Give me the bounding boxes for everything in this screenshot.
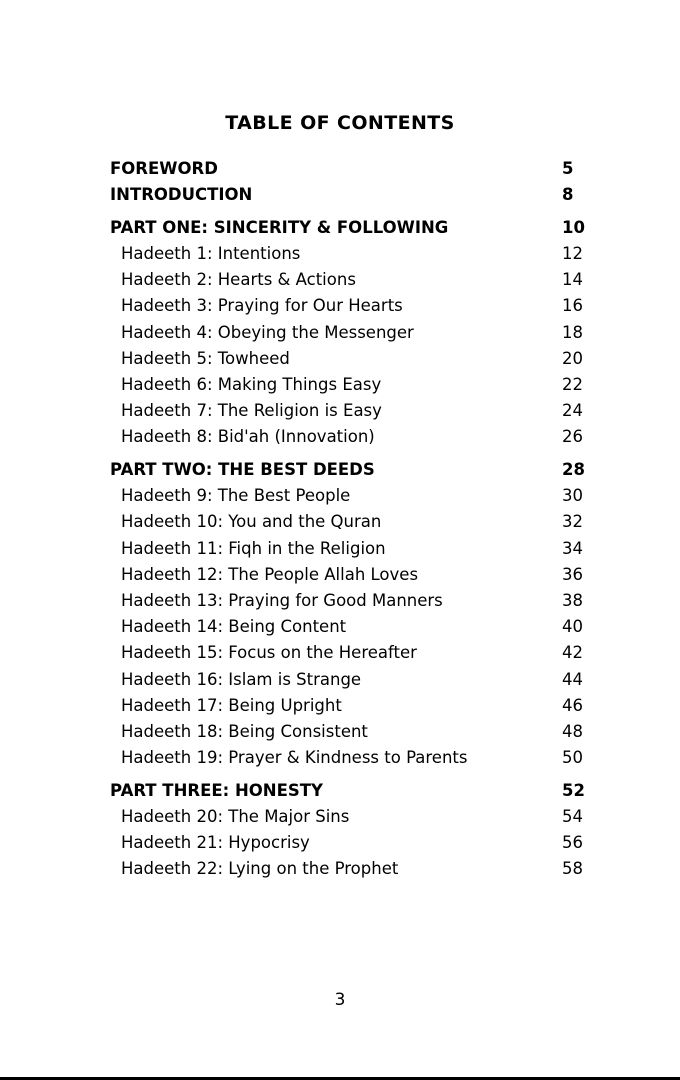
toc-item-label: Hadeeth 22: Lying on the Prophet [121, 859, 399, 879]
part-heading-page: 10 [562, 217, 585, 237]
toc-item [110, 856, 590, 882]
toc-item-page: 14 [562, 270, 583, 290]
page-title: TABLE OF CONTENTS [225, 112, 455, 134]
toc-item-page: 18 [562, 322, 583, 342]
toc-item [110, 667, 590, 693]
toc-item-page: 48 [562, 721, 583, 741]
toc-item [110, 640, 590, 666]
toc-item-label: Hadeeth 4: Obeying the Messenger [121, 322, 414, 342]
toc-item-label: Hadeeth 13: Praying for Good Manners [121, 591, 443, 610]
toc-item-page: 24 [562, 401, 583, 421]
part-heading-page: 28 [562, 460, 585, 480]
toc-item-page: 54 [562, 807, 583, 826]
toc-item-label: Hadeeth 19: Prayer & Kindness to Parents [121, 748, 468, 768]
toc-entry-page: 8 [562, 185, 574, 205]
toc-item-label: Hadeeth 9: The Best People [121, 486, 351, 506]
part-heading-label: PART TWO: THE BEST DEEDS [110, 460, 375, 480]
toc-item-label: Hadeeth 17: Being Upright [121, 695, 342, 715]
toc-item-page: 26 [562, 427, 583, 447]
part-heading-label: PART ONE: SINCERITY & FOLLOWING [110, 217, 449, 237]
toc-item-page: 56 [562, 833, 583, 853]
toc-item-page: 20 [562, 348, 583, 368]
toc-item-label: Hadeeth 8: Bid'ah (Innovation) [121, 427, 375, 447]
toc-item [110, 614, 590, 640]
toc-item [110, 509, 590, 535]
page-number: 3 [334, 990, 346, 1010]
toc-item-page: 36 [562, 564, 583, 584]
toc-entry-foreword [110, 156, 590, 182]
toc-item-label: Hadeeth 6: Making Things Easy [121, 375, 382, 394]
toc-item [110, 830, 590, 856]
toc-item-page: 42 [562, 643, 583, 663]
toc-item-page: 50 [562, 748, 583, 768]
toc-item-page: 30 [562, 486, 583, 506]
toc-item [110, 346, 590, 372]
toc-item [110, 398, 590, 424]
toc-item [110, 372, 590, 398]
toc-item [110, 562, 590, 588]
toc-item [110, 536, 590, 562]
toc-item-page: 44 [562, 669, 583, 689]
toc-item [110, 588, 590, 614]
toc-item-page: 40 [562, 617, 583, 637]
toc-item-label: Hadeeth 10: You and the Quran [121, 512, 382, 532]
toc-item-page: 46 [562, 695, 583, 715]
toc-item-page: 34 [562, 538, 583, 558]
toc-item-label: Hadeeth 18: Being Consistent [121, 721, 368, 741]
toc-item-page: 16 [562, 296, 583, 316]
toc-item [110, 424, 590, 450]
toc-item-page: 38 [562, 591, 583, 610]
toc-item-label: Hadeeth 3: Praying for Our Hearts [121, 296, 403, 316]
toc-item-label: Hadeeth 2: Hearts & Actions [121, 270, 356, 290]
toc-item-page: 32 [562, 512, 583, 532]
toc-item-label: Hadeeth 21: Hypocrisy [121, 833, 310, 853]
toc-item-label: Hadeeth 1: Intentions [121, 244, 301, 264]
toc-item-label: Hadeeth 15: Focus on the Hereafter [121, 643, 417, 663]
toc-item-label: Hadeeth 11: Fiqh in the Religion [121, 538, 386, 558]
toc-entry-label: INTRODUCTION [110, 185, 253, 205]
toc-item-page: 58 [562, 859, 583, 879]
toc-item-label: Hadeeth 12: The People Allah Loves [121, 564, 419, 584]
table-of-contents [110, 156, 590, 883]
toc-part-two-heading [110, 457, 590, 483]
toc-item-label: Hadeeth 5: Towheed [121, 348, 290, 368]
toc-part-one-heading [110, 215, 590, 241]
toc-entry-introduction [110, 182, 590, 208]
toc-item-label: Hadeeth 14: Being Content [121, 617, 347, 637]
toc-item [110, 804, 590, 830]
toc-part-three-heading [110, 778, 590, 804]
toc-entry-label: FOREWORD [110, 159, 218, 178]
toc-item [110, 719, 590, 745]
toc-item-label: Hadeeth 20: The Major Sins [121, 807, 350, 826]
toc-item [110, 293, 590, 319]
toc-item-page: 22 [562, 375, 583, 394]
toc-item [110, 267, 590, 293]
toc-item [110, 693, 590, 719]
toc-entry-page: 5 [562, 159, 574, 178]
part-heading-label: PART THREE: HONESTY [110, 780, 323, 800]
toc-item-label: Hadeeth 16: Islam is Strange [121, 669, 362, 689]
toc-item [110, 320, 590, 346]
toc-item [110, 745, 590, 771]
toc-item-page: 12 [562, 244, 583, 264]
toc-item [110, 483, 590, 509]
toc-item [110, 241, 590, 267]
toc-item-label: Hadeeth 7: The Religion is Easy [121, 401, 382, 421]
part-heading-page: 52 [562, 780, 585, 800]
